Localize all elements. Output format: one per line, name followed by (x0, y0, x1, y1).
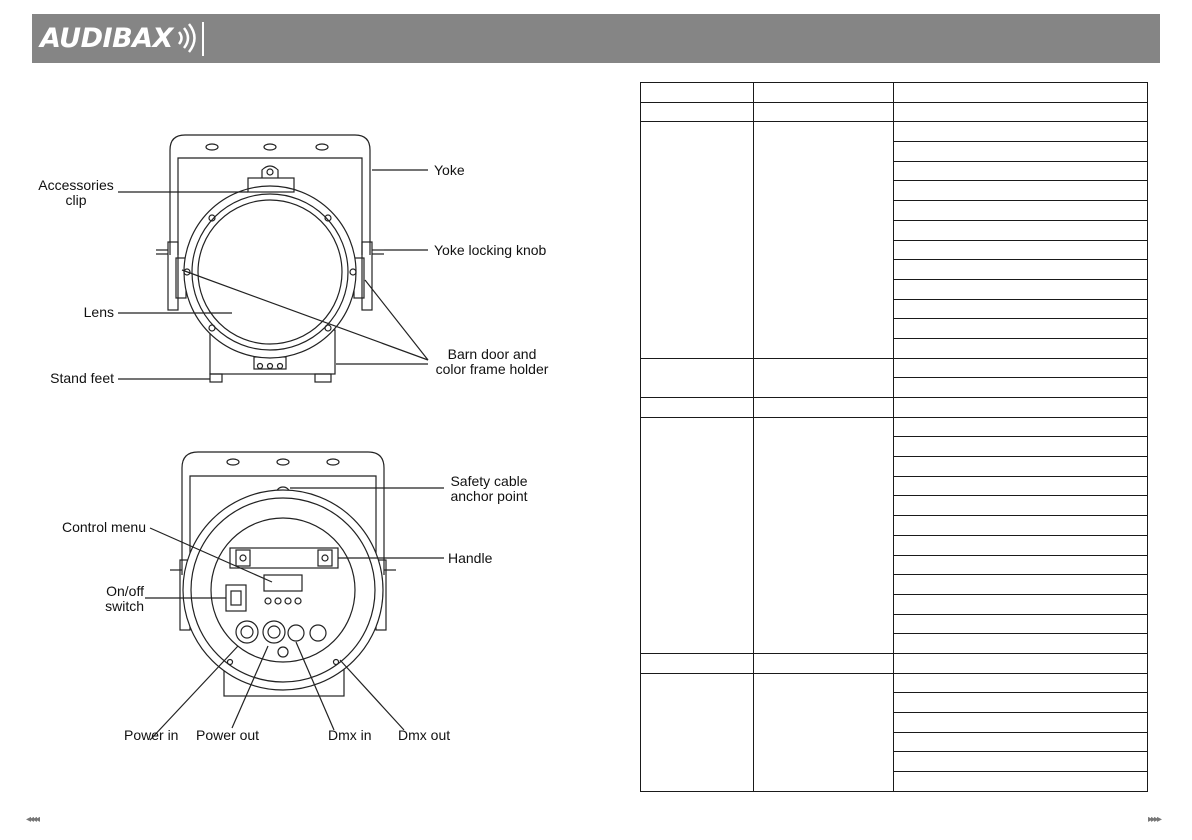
table-cell-description (894, 220, 1148, 240)
label-barn-door: Barn door and color frame holder (435, 346, 549, 377)
table-cell-description (894, 673, 1148, 693)
table-row (641, 358, 1148, 378)
table-row (641, 417, 1148, 437)
rear-view-drawing (145, 452, 444, 740)
table-cell-description (894, 614, 1148, 634)
table-cell-range (754, 102, 894, 122)
table-cell-description (894, 240, 1148, 260)
table-cell-description (894, 713, 1148, 733)
table-cell-description (894, 161, 1148, 181)
table-cell-description (894, 437, 1148, 457)
table-cell-description (894, 378, 1148, 398)
table-cell-description (894, 535, 1148, 555)
table-row (641, 122, 1148, 142)
table-row (641, 673, 1148, 693)
label-accessories-clip: Accessories clip (38, 177, 114, 208)
table-cell-parameter (641, 673, 754, 791)
label-power-in: Power in (124, 727, 179, 743)
front-view-drawing (118, 135, 428, 382)
label-lens: Lens (83, 304, 114, 320)
table-cell-range (754, 398, 894, 418)
table-cell-range (754, 417, 894, 653)
table-cell-range (754, 673, 894, 791)
table-cell-description (894, 476, 1148, 496)
table-row (641, 653, 1148, 673)
table-cell-description (894, 594, 1148, 614)
label-safety-cable: Safety cable anchor point (450, 473, 528, 504)
table-cell-parameter (641, 417, 754, 653)
table-cell-description (894, 181, 1148, 201)
table-cell-description (894, 122, 1148, 142)
table-cell-description (894, 653, 1148, 673)
label-dmx-in: Dmx in (328, 727, 372, 743)
prev-page-arrows[interactable]: ◂◂◂◂ (26, 814, 39, 825)
table-cell-description (894, 83, 1148, 103)
table-cell-description (894, 299, 1148, 319)
next-page-arrows[interactable]: ▸▸▸▸ (1148, 814, 1161, 825)
label-yoke-locking-knob: Yoke locking knob (434, 242, 547, 258)
table-cell-range (754, 653, 894, 673)
table-cell-description (894, 338, 1148, 358)
label-dmx-out: Dmx out (398, 727, 451, 743)
table-cell-description (894, 260, 1148, 280)
label-handle: Handle (448, 550, 493, 566)
table-cell-parameter (641, 102, 754, 122)
table-cell-description (894, 417, 1148, 437)
label-yoke: Yoke (434, 162, 465, 178)
table-cell-range (754, 358, 894, 397)
label-power-out: Power out (196, 727, 260, 743)
spec-table (640, 82, 1148, 792)
table-cell-range (754, 122, 894, 358)
table-cell-range (754, 83, 894, 103)
table-cell-parameter (641, 653, 754, 673)
label-on-off-switch: On/off switch (105, 583, 144, 614)
table-cell-description (894, 279, 1148, 299)
table-cell-description (894, 575, 1148, 595)
table-row (641, 83, 1148, 103)
table-cell-description (894, 398, 1148, 418)
table-cell-description (894, 201, 1148, 221)
table-cell-description (894, 102, 1148, 122)
table-cell-description (894, 142, 1148, 162)
table-cell-description (894, 752, 1148, 772)
table-cell-description (894, 457, 1148, 477)
label-control-menu: Control menu (61, 519, 146, 535)
table-cell-description (894, 772, 1148, 792)
table-cell-description (894, 358, 1148, 378)
table-cell-description (894, 319, 1148, 339)
table-cell-description (894, 496, 1148, 516)
table-cell-description (894, 732, 1148, 752)
table-cell-description (894, 555, 1148, 575)
table-cell-description (894, 634, 1148, 654)
brand-name: AUDIBAX (40, 22, 173, 54)
table-cell-parameter (641, 122, 754, 358)
table-cell-description (894, 693, 1148, 713)
table-cell-description (894, 516, 1148, 536)
table-cell-parameter (641, 398, 754, 418)
table-row (641, 102, 1148, 122)
table-cell-parameter (641, 358, 754, 397)
label-stand-feet: Stand feet (50, 370, 114, 386)
table-row (641, 398, 1148, 418)
table-cell-parameter (641, 83, 754, 103)
